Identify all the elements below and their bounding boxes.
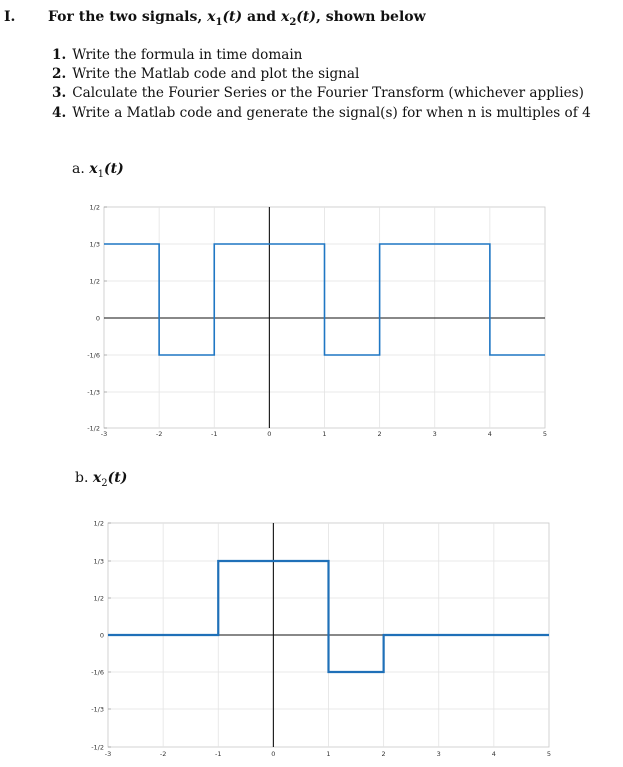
y-tick-label: 1/3 [93, 557, 104, 566]
signal1-var: x [207, 9, 216, 25]
y-tick-label: 1/2 [89, 203, 100, 212]
task-number: 3. [52, 85, 67, 102]
part-var: x [89, 161, 98, 177]
part-var: x [92, 470, 102, 486]
task-text: Calculate the Fourier Series or the Fourier Transform (whichever applies) [72, 85, 584, 102]
signal2-arg: (t) [296, 9, 316, 25]
part-sub: 2 [101, 477, 108, 489]
x-tick-label: 0 [271, 750, 276, 758]
x-tick-label: 2 [377, 430, 382, 438]
y-tick-label: 1/2 [89, 277, 100, 286]
signal1-arg: (t) [222, 9, 243, 25]
x-tick-label: -1 [215, 750, 222, 758]
task-text: Write the formula in time domain [72, 47, 303, 63]
part-arg: (t) [103, 161, 124, 177]
y-tick-label: -1/6 [91, 668, 104, 677]
y-tick-label: 1/2 [93, 519, 104, 528]
x-tick-label: -3 [104, 750, 112, 758]
x-tick-label: 1 [322, 430, 327, 438]
part-arg: (t) [107, 470, 128, 486]
x-tick-label: -3 [100, 430, 108, 438]
y-tick-label: 0 [95, 314, 100, 323]
title-prefix: For the two signals, [48, 9, 208, 25]
y-tick-label: 1/3 [89, 240, 100, 249]
y-tick-label: 1/2 [93, 594, 104, 603]
x-tick-label: 5 [542, 430, 548, 438]
y-tick-label: -1/2 [91, 743, 104, 752]
x-tick-label: 4 [491, 750, 496, 758]
x-tick-label: -1 [211, 430, 218, 438]
part-letter: b. [75, 470, 89, 486]
x-tick-label: 2 [381, 750, 386, 758]
question-number: I. [4, 9, 16, 25]
task-number: 2. [52, 66, 67, 83]
task-number: 1. [52, 47, 67, 63]
x-tick-label: -2 [155, 430, 163, 438]
signal2-sub: 2 [289, 16, 297, 28]
task-text: Write a Matlab code and generate the signal(s) for when n is multiples of 4 [72, 104, 591, 121]
x-tick-label: 5 [546, 750, 552, 758]
x-tick-label: 0 [267, 430, 272, 438]
x-tick-label: 1 [326, 750, 331, 758]
and-word: and [242, 9, 281, 25]
part-b-label [75, 470, 127, 489]
y-tick-label: -1/3 [91, 705, 104, 714]
x-tick-label: 3 [436, 750, 441, 758]
x-tick-label: 4 [487, 430, 492, 438]
signal2-var: x [280, 9, 290, 25]
y-tick-label: -1/2 [87, 424, 100, 433]
y-tick-label: 0 [99, 631, 104, 640]
task-number: 4. [52, 104, 67, 121]
task-text: Write the Matlab code and plot the signal [72, 66, 360, 83]
y-tick-label: -1/6 [87, 351, 100, 360]
x-tick-label: 3 [432, 430, 437, 438]
title-suffix: , shown below [316, 9, 426, 25]
part-letter: a. [72, 161, 85, 177]
y-tick-label: -1/3 [87, 388, 100, 397]
part-sub: 1 [97, 168, 104, 180]
signal1-sub: 1 [215, 16, 223, 28]
x-tick-label: -2 [159, 750, 167, 758]
